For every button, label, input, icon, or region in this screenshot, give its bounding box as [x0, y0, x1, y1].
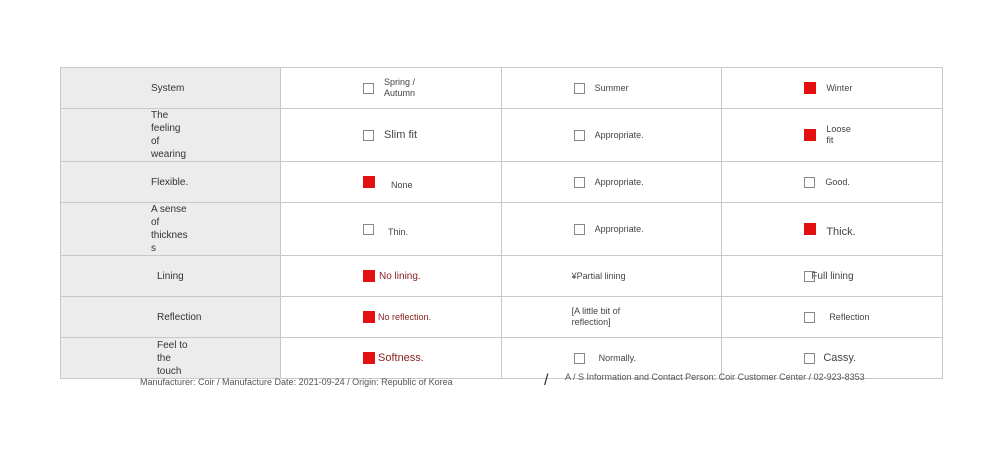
option-cell — [722, 68, 943, 109]
option-cell — [281, 109, 502, 162]
option-label: Thin. — [388, 226, 409, 237]
option-cell — [501, 256, 722, 297]
option-label: None — [391, 179, 413, 190]
option-label: Cassy. — [823, 351, 857, 364]
checkbox-checked[interactable] — [804, 129, 816, 141]
checkbox[interactable] — [804, 177, 815, 188]
checkbox-checked[interactable] — [363, 270, 375, 282]
row-label-cell — [61, 338, 281, 379]
option-label: Spring / Autumn — [384, 77, 416, 98]
table-row — [61, 68, 943, 109]
checkbox-checked[interactable] — [804, 82, 816, 94]
option-cell — [501, 109, 722, 162]
table-row — [61, 109, 943, 162]
option-cell — [281, 297, 502, 338]
checkbox[interactable] — [574, 353, 585, 364]
option-label: Normally. — [598, 352, 636, 363]
option-cell — [722, 203, 943, 256]
row-label: Lining — [157, 270, 184, 282]
checkbox[interactable] — [363, 224, 374, 235]
option-cell — [722, 256, 943, 297]
option-label: No lining. — [379, 270, 421, 282]
option-label: Reflection — [829, 311, 870, 322]
option-label: Good. — [825, 176, 850, 187]
checkbox[interactable] — [574, 177, 585, 188]
option-label: Appropriate. — [594, 223, 644, 234]
option-label: Appropriate. — [594, 129, 644, 140]
footer-separator: / — [544, 372, 549, 389]
option-label: ¥Partial lining — [571, 270, 626, 281]
option-cell — [281, 68, 502, 109]
option-cell — [281, 162, 502, 203]
option-label: Loose fit — [826, 124, 851, 145]
checkbox[interactable] — [363, 83, 374, 94]
option-label: Appropriate. — [594, 176, 644, 187]
option-cell — [501, 297, 722, 338]
checkbox[interactable] — [804, 353, 815, 364]
option-cell — [722, 297, 943, 338]
option-label: Full lining — [811, 270, 854, 282]
row-label-cell — [61, 297, 281, 338]
option-cell — [501, 68, 722, 109]
option-label: [A little bit of reflection] — [571, 306, 621, 327]
row-label: System — [151, 82, 185, 94]
row-label: Reflection — [157, 311, 202, 323]
row-label: Feel to the touch — [157, 339, 188, 377]
option-label: Thick. — [826, 225, 856, 238]
manufacturer-info: Manufacturer: Coir / Manufacture Date: 2021-09-24 / Origin: Republic of Korea — [140, 377, 453, 387]
checkbox[interactable] — [574, 130, 585, 141]
option-label: Summer — [594, 82, 629, 93]
table-row — [61, 256, 943, 297]
checkbox[interactable] — [574, 224, 585, 235]
checkbox-checked[interactable] — [804, 223, 816, 235]
checkbox-checked[interactable] — [363, 176, 375, 188]
row-label: A sense of thickness — [151, 204, 188, 254]
row-label-cell — [61, 109, 281, 162]
checkbox[interactable] — [804, 312, 815, 323]
option-label: No reflection. — [378, 311, 432, 322]
row-label: The feeling of wearing — [151, 110, 187, 160]
checkbox[interactable] — [363, 130, 374, 141]
option-cell — [281, 203, 502, 256]
option-cell — [501, 162, 722, 203]
row-label-cell — [61, 68, 281, 109]
row-label-cell — [61, 203, 281, 256]
row-label-cell — [61, 162, 281, 203]
option-label: Softness. — [378, 351, 424, 364]
option-label: Slim fit — [384, 128, 417, 141]
option-cell — [281, 338, 502, 379]
option-cell — [281, 256, 502, 297]
product-spec-table — [60, 67, 943, 379]
as-contact-info: A / S Information and Contact Person: Coir Customer Center / 02-923-8353 — [565, 372, 865, 382]
checkbox-checked[interactable] — [363, 352, 375, 364]
checkbox[interactable] — [574, 83, 585, 94]
row-label-cell — [61, 256, 281, 297]
option-cell — [501, 203, 722, 256]
table-row — [61, 297, 943, 338]
checkbox-checked[interactable] — [363, 311, 375, 323]
option-cell — [722, 162, 943, 203]
option-label: Winter — [826, 82, 853, 93]
row-label: Flexible. — [151, 176, 189, 188]
table-row — [61, 162, 943, 203]
option-cell — [722, 109, 943, 162]
table-row — [61, 203, 943, 256]
